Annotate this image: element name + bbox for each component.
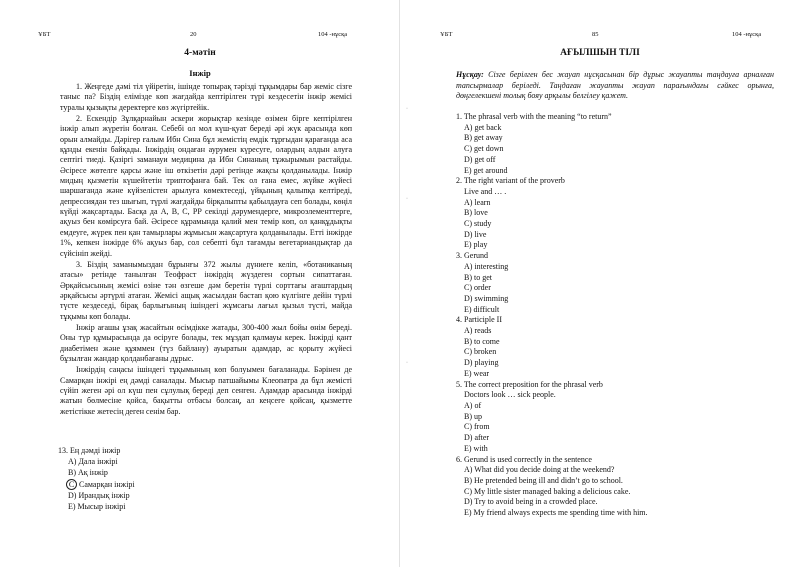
answer-option[interactable]: D) live	[464, 229, 487, 239]
answer-option[interactable]: D) swimming	[464, 293, 509, 303]
answer-option-c[interactable]	[58, 479, 135, 490]
margin-dot: ·	[406, 360, 408, 366]
question-stem: 4. Participle II	[456, 315, 502, 325]
margin-dot: ·	[406, 106, 408, 112]
answer-option[interactable]: B) to come	[464, 336, 500, 346]
instruction-label: Нұсқау:	[456, 70, 484, 79]
question-6	[456, 455, 786, 519]
question-5	[456, 380, 786, 455]
answer-option[interactable]: A) interesting	[464, 261, 509, 271]
answer-option[interactable]: D) after	[464, 433, 490, 443]
answer-option[interactable]: B) get away	[464, 133, 503, 143]
answer-option[interactable]: C) order	[464, 283, 491, 293]
answer-option[interactable]: B) love	[464, 208, 488, 218]
left-header-label: ҰБТ	[38, 31, 51, 38]
question-stem: 3. Gerund	[456, 251, 488, 261]
right-page	[400, 0, 800, 567]
answer-option[interactable]: D) get off	[464, 154, 496, 164]
left-page-number: 20	[190, 31, 197, 38]
right-page-number: 85	[592, 31, 599, 38]
margin-dot: ·	[406, 196, 408, 202]
question-3	[456, 251, 786, 315]
instruction-text: Сізге берілген бес жауап нұсқасынан бір дұрыс жауапты таңдауға арналған тапсырмалар беріледі. Таңдаған жауапты жауап парағындағы сәйкес орынға, дөңгелекшені толық бояу арқылы белгілеу қажет.	[456, 70, 774, 100]
circled-answer-mark: C	[66, 479, 77, 490]
answer-option[interactable]: E) wear	[464, 368, 490, 378]
answer-option[interactable]: A) learn	[464, 197, 491, 207]
question-stem: 5. The correct preposition for the phrasal verb	[456, 379, 603, 389]
text-subtitle: Інжір	[189, 68, 211, 78]
instruction	[456, 70, 774, 102]
subject-title: АҒЫЛШЫН ТІЛІ	[560, 48, 640, 58]
answer-option[interactable]: C) from	[464, 422, 490, 432]
answer-option[interactable]: E) play	[464, 240, 488, 250]
paragraph-3: 3. Біздің заманымыздан бұрынғы 372 жылы дүниеге келіп, «ботаниканың атасы» ретінде танылған Теофраст інжірдің жүздеген сортын сипаттаған. Әрқайсысының жемісі өзіне тән өзгеше дәм беретін түрлі сорттағы ағаштардың әрқайсысы әртүрлі атаған. Жемісі ащық жасылдан бастап қою күлгінге дейін түрлі түсте кездеседі, бірақ барлығының ішіндегі жұмсағы лағыл қызыл түсті, майда тұқымы көп болады.	[60, 259, 352, 321]
answer-option[interactable]: A) reads	[464, 326, 492, 336]
answer-option[interactable]: A) of	[464, 400, 482, 410]
answer-option[interactable]: E) with	[464, 443, 488, 453]
question-stem: 1. The phrasal verb with the meaning “to return”	[456, 112, 612, 121]
paragraph-5: Інжірдің саңасы ішіндегі тұқымының көп болуымен бағаланады. Бәрінен де Самарқан інжірі ең дәмді саналады. Мысыр патшайымы Клеопатра да бұл жемісті сүйіп жеген әрі ол күш пен сұлулық береді деп сенген. Адамдар арасында інжірді жатын бөлмесіне қойса, бақытты отбасы болсаң, ал кеңсеге қойсаң, қызметте жетістікке жетесің деген сенім бар.	[60, 365, 352, 416]
answer-option[interactable]: C) study	[464, 219, 492, 229]
answer-option-d[interactable]: D) Ирандық інжір	[68, 490, 130, 500]
question-context: Doctors look … sick people.	[464, 390, 556, 400]
right-variant-label: 104 -нұсқа	[732, 31, 762, 38]
question-13	[58, 445, 135, 512]
question-list	[456, 112, 786, 519]
answer-option-c-text: Самарқан інжірі	[77, 479, 135, 489]
answer-option[interactable]: C) My little sister managed baking a delicious cake.	[464, 486, 631, 496]
answer-option[interactable]: C) broken	[464, 347, 497, 357]
answer-option-e[interactable]: E) Мысыр інжірі	[68, 502, 126, 512]
answer-option[interactable]: E) get around	[464, 165, 508, 175]
answer-option[interactable]: E) difficult	[464, 304, 500, 314]
question-context: Live and … .	[464, 186, 507, 196]
paragraph-1: 1. Жеңгеде дәмі тіл үйіретін, ішінде топырақ тәрізді тұқымдары бар жеміс сізге таныс па? Біздің елімізде көп жағдайда кептірілген түрі кездесетін інжір жемісі туралы қызықты деректерге көз жүгіртейік.	[60, 82, 352, 112]
answer-option[interactable]: A) get back	[464, 122, 502, 132]
answer-option-b[interactable]: B) Ақ інжір	[68, 468, 108, 478]
question-1	[456, 112, 786, 176]
answer-option[interactable]: D) playing	[464, 358, 499, 368]
text-body	[60, 82, 352, 418]
text-title: 4-мәтін	[184, 48, 216, 58]
answer-option[interactable]: C) get down	[464, 144, 504, 154]
question-stem: 6. Gerund is used correctly in the sentence	[456, 454, 592, 464]
answer-option[interactable]: B) up	[464, 411, 482, 421]
question-13-stem: 13. Ең дәмді інжір	[58, 446, 121, 455]
question-2	[456, 176, 786, 251]
question-4	[456, 315, 786, 379]
answer-option[interactable]: A) What did you decide doing at the weekend?	[464, 465, 615, 475]
left-variant-label: 104 -нұсқа	[318, 31, 348, 38]
answer-option[interactable]: D) Try to avoid being in a crowded place.	[464, 497, 598, 507]
answer-option[interactable]: B) He pretended being ill and didn’t go to school.	[464, 475, 623, 485]
answer-option[interactable]: B) to get	[464, 272, 492, 282]
question-stem: 2. The right variant of the proverb	[456, 176, 565, 186]
right-header-label: ҰБТ	[440, 31, 453, 38]
paragraph-2: 2. Ескендір Зұлқарнайын әскери жорықтар кезінде өзімен бірге кептірілген інжір алып жүретін болған. Себебі ол мол күш-қуат береді әрі жүк арасында көп орын алмайды. Дәрігер ғалым Ибн Сина бұл жемістің емдік тұрғыдан қарағанда аса құнды екенін байқады. Інжірдің ондаған аурумен күресуге, олардың алдын алуға септігі тиеді. Қазіргі заманауи медицина да Ибн Синаның тұжырымын растайды. Әсіресе жөтелге қарсы және іш өткізетін дәрі ретінде жақсы қолданылады. Інжір мидың қызметін күшейтетін триптофанға бай. Тек ол ғана емес, жүйке жүйесі шаршағанда және күйзелістен арылуға көмектеседі, үйқының қалыпқа келтіреді, депрессиядан тез шығып, түрлі жағдайды бірқалыпты қабылдауға сеп болады, көңіл күйді жақсартады. Басқа да А, В, С, РР секілді дәрумендерге, микроэлементтерге, ақуыз бен көмірсуға бай. Әсіресе құрамында қалий мен темір көп, ол қанқұдықты емдеуге, жүрек пен қан тамырлары жұмысын жақсартуға қолданылады. Етті інжірде 1%, кепкен інжірде 6% ақуыз бар, сол себепті бұл тағамды вегетариандықтар да сүйсініп жейді.	[60, 114, 352, 258]
answer-option[interactable]: E) My friend always expects me spending time with him.	[464, 508, 648, 518]
answer-option-a[interactable]: A) Дала інжірі	[68, 457, 118, 467]
paragraph-4: Інжір ағашы ұзақ жасайтын өсімдікке жатады, 300-400 жыл бойы өнім береді. Оны түр құмырасында да өсіруге болады, тек мұздап қалмауы керек. Інжірді қант диабетімен және құяммен (түз байлану) ауыратын адамдар, ас қорыту жүйесі бұзылған жандар қолданбағаны дұрыс.	[60, 322, 352, 363]
